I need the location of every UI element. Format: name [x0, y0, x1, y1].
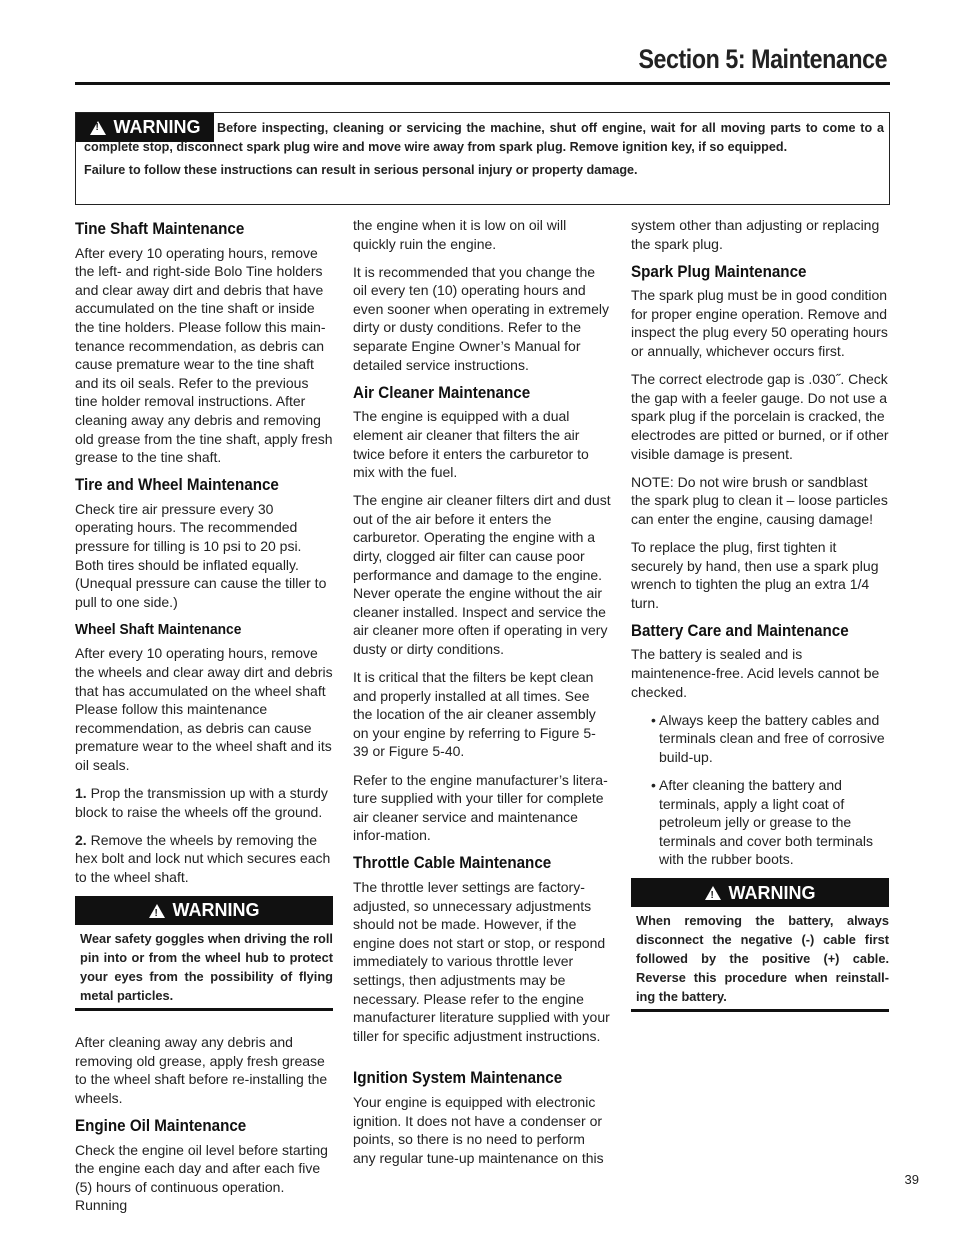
paragraph: It is recommended that you change the oil every ten (10) operating hours and even sooner when operating in extremely dirty or dusty conditions. Refer to the separate Engine Owner’s Manual for detailed service instructions.	[353, 263, 610, 373]
warning-label: WARNING	[172, 900, 260, 921]
paragraph: The engine is equipped with a dual element air cleaner that filters the air twice before it enters the carburetor to mix with the fuel.	[353, 408, 589, 481]
paragraph: The engine air cleaner filters dirt and dust out of the air before it enters the carburetor. Operating the engine with a dirty, clogged air filter can cause poor performance and damage to the engine. Never operate the engine without the air cleaner installed. Inspect and service the air cleaner more often if operating in very dusty or dirty conditions.	[353, 492, 611, 657]
paragraph: The correct electrode gap is .030˝. Check the gap with a feeler gauge. Do not use a spark plug if the porcelain is cracked, the electrodes are pitted or burned, or if other visible damage is present.	[631, 371, 889, 462]
paragraph: Refer to the engine manufacturer’s litera-ture supplied with your tiller for complete air cleaner service and maintenance infor-mation.	[353, 771, 608, 844]
step-text: Prop the transmission up with a sturdy block to raise the wheels off the ground.	[75, 785, 328, 820]
paragraph: After every 10 operating hours, remove the left- and right-side Bolo Tine holders and clear away dirt and debris that have accumulated on the tine shaft or inside the tine holders. Please follow this main-tenance recommendation, as debris can cause premature wear to the tine shaft and its oil seals. Refer to the previous tine holder removal instructions. After cleaning away any debris and removing old grease from the tine shaft, apply fresh grease to the tine shaft.	[75, 244, 333, 466]
step-text: Remove the wheels by removing the hex bolt and lock nut which secures each to the wheel shaft.	[75, 831, 331, 885]
paragraph: Check the engine oil level before starting the engine each day and after each five (5) hours of continuous operation. Running	[75, 1141, 328, 1214]
column-1	[75, 216, 333, 1224]
step-number: 2.	[75, 831, 87, 848]
paragraph: After every 10 operating hours, remove the wheels and clear away dirt and debris that has accumulated on the wheel shaft Please follow this maintenance recommendation, as debris can cause premature wear to the wheel shaft and its oil seals.	[75, 645, 333, 774]
warning-box-battery	[631, 878, 889, 1012]
warning-label: WARNING	[113, 117, 201, 137]
warning-label: WARNING	[728, 882, 816, 903]
top-warning-box	[75, 112, 890, 205]
page-title: Section 5: Maintenance	[638, 44, 887, 74]
section-heading-throttle: Throttle Cable Maintenance	[353, 854, 552, 873]
paragraph: system other than adjusting or replacing the spark plug.	[631, 217, 880, 252]
paragraph: The spark plug must be in good condition for proper engine operation. Remove and inspect the plug every 50 operating hours or annually, whichever occurs first.	[631, 287, 888, 360]
paragraph: Your engine is equipped with electronic ignition. It does not have a condenser or points, so there is no need to perform any regular tune-up maintenance on this	[353, 1093, 604, 1166]
paragraph: The throttle lever settings are factory-adjusted, so unnecessary adjustments should not be made. However, if the engine does not start or stop, or respond immediately to various throttle lever settings, then adjustments may be necessary. Please refer to the engine manufacturer literature supplied with your tiller for specific adjustment instructions.	[353, 879, 610, 1044]
warning-triangle-icon	[705, 886, 721, 900]
paragraph: It is critical that the filters be kept clean and properly installed at all times. See the location of the air cleaner assembly on your engine by referring to Figure 5-39 or Figure 5-40.	[353, 669, 596, 760]
column-3	[631, 216, 889, 1024]
section-heading-spark-plug: Spark Plug Maintenance	[631, 262, 807, 281]
section-heading-battery: Battery Care and Maintenance	[631, 621, 849, 640]
list-item: • Always keep the battery cables and terminals clean and free of corrosive build-up.	[651, 711, 885, 765]
warning-line-1: Before inspecting, cleaning or servicing the machine, shut off engine, wait for all moving parts to come to a complete stop, disconnect spark plug wire and move wire away from spark plug. Remove ignition key, if so equipped.	[84, 121, 884, 154]
step-number: 1.	[75, 785, 87, 802]
step-1	[75, 784, 333, 821]
paragraph: the engine when it is low on oil will quickly ruin the engine.	[353, 217, 567, 252]
list-item: • After cleaning the battery and terminals, apply a light coat of petroleum jelly or grease to the terminals and cover both terminals with the rubber boots.	[651, 776, 873, 868]
section-heading-tire: Tire and Wheel Maintenance	[75, 476, 279, 495]
paragraph: To replace the plug, first tighten it securely by hand, then use a spark plug wrench to tighten the plug an extra 1/4 turn.	[631, 538, 879, 611]
step-2	[75, 831, 333, 887]
paragraph: Check tire air pressure every 30 operating hours. The recommended pressure for tilling is 10 psi to 20 psi. Both tires should be inflated equally. (Unequal pressure can cause the tiller to pull to one side.)	[75, 500, 327, 610]
section-heading-ignition: Ignition System Maintenance	[353, 1069, 563, 1088]
warning-badge	[631, 878, 889, 907]
paragraph: NOTE: Do not wire brush or sandblast the spark plug to clean it – loose particles can enter the engine, causing damage!	[631, 473, 888, 527]
section-heading-wheel-shaft: Wheel Shaft Maintenance	[75, 620, 242, 638]
section-heading-air-cleaner: Air Cleaner Maintenance	[353, 383, 531, 402]
paragraph: The battery is sealed and is maintenence-free. Acid levels cannot be checked.	[631, 646, 880, 700]
warning-badge	[75, 896, 333, 925]
warning-triangle-icon	[149, 904, 165, 918]
section-heading-engine-oil: Engine Oil Maintenance	[75, 1116, 247, 1135]
section-heading-tine: Tine Shaft Maintenance	[75, 220, 245, 238]
warning-text: Wear safety goggles when driving the roll pin into or from the wheel hub to protect your eyes from the possibility of flying metal particles.	[75, 925, 333, 1011]
warning-text	[84, 119, 884, 180]
warning-text: When removing the battery, always disconnect the negative (-) cable first followed by the positive (+) cable. Reverse this procedure when reinstall-ing the battery.	[631, 907, 889, 1012]
column-2	[353, 216, 611, 1177]
warning-line-2: Failure to follow these instructions can result in serious personal injury or property damage.	[84, 163, 638, 177]
warning-box-goggles	[75, 896, 333, 1011]
paragraph: After cleaning away any debris and removing old grease, apply fresh grease to the wheel shaft before re-installing the wheels.	[75, 1034, 328, 1106]
page-number: 39	[904, 1172, 919, 1187]
title-rule	[75, 82, 890, 85]
